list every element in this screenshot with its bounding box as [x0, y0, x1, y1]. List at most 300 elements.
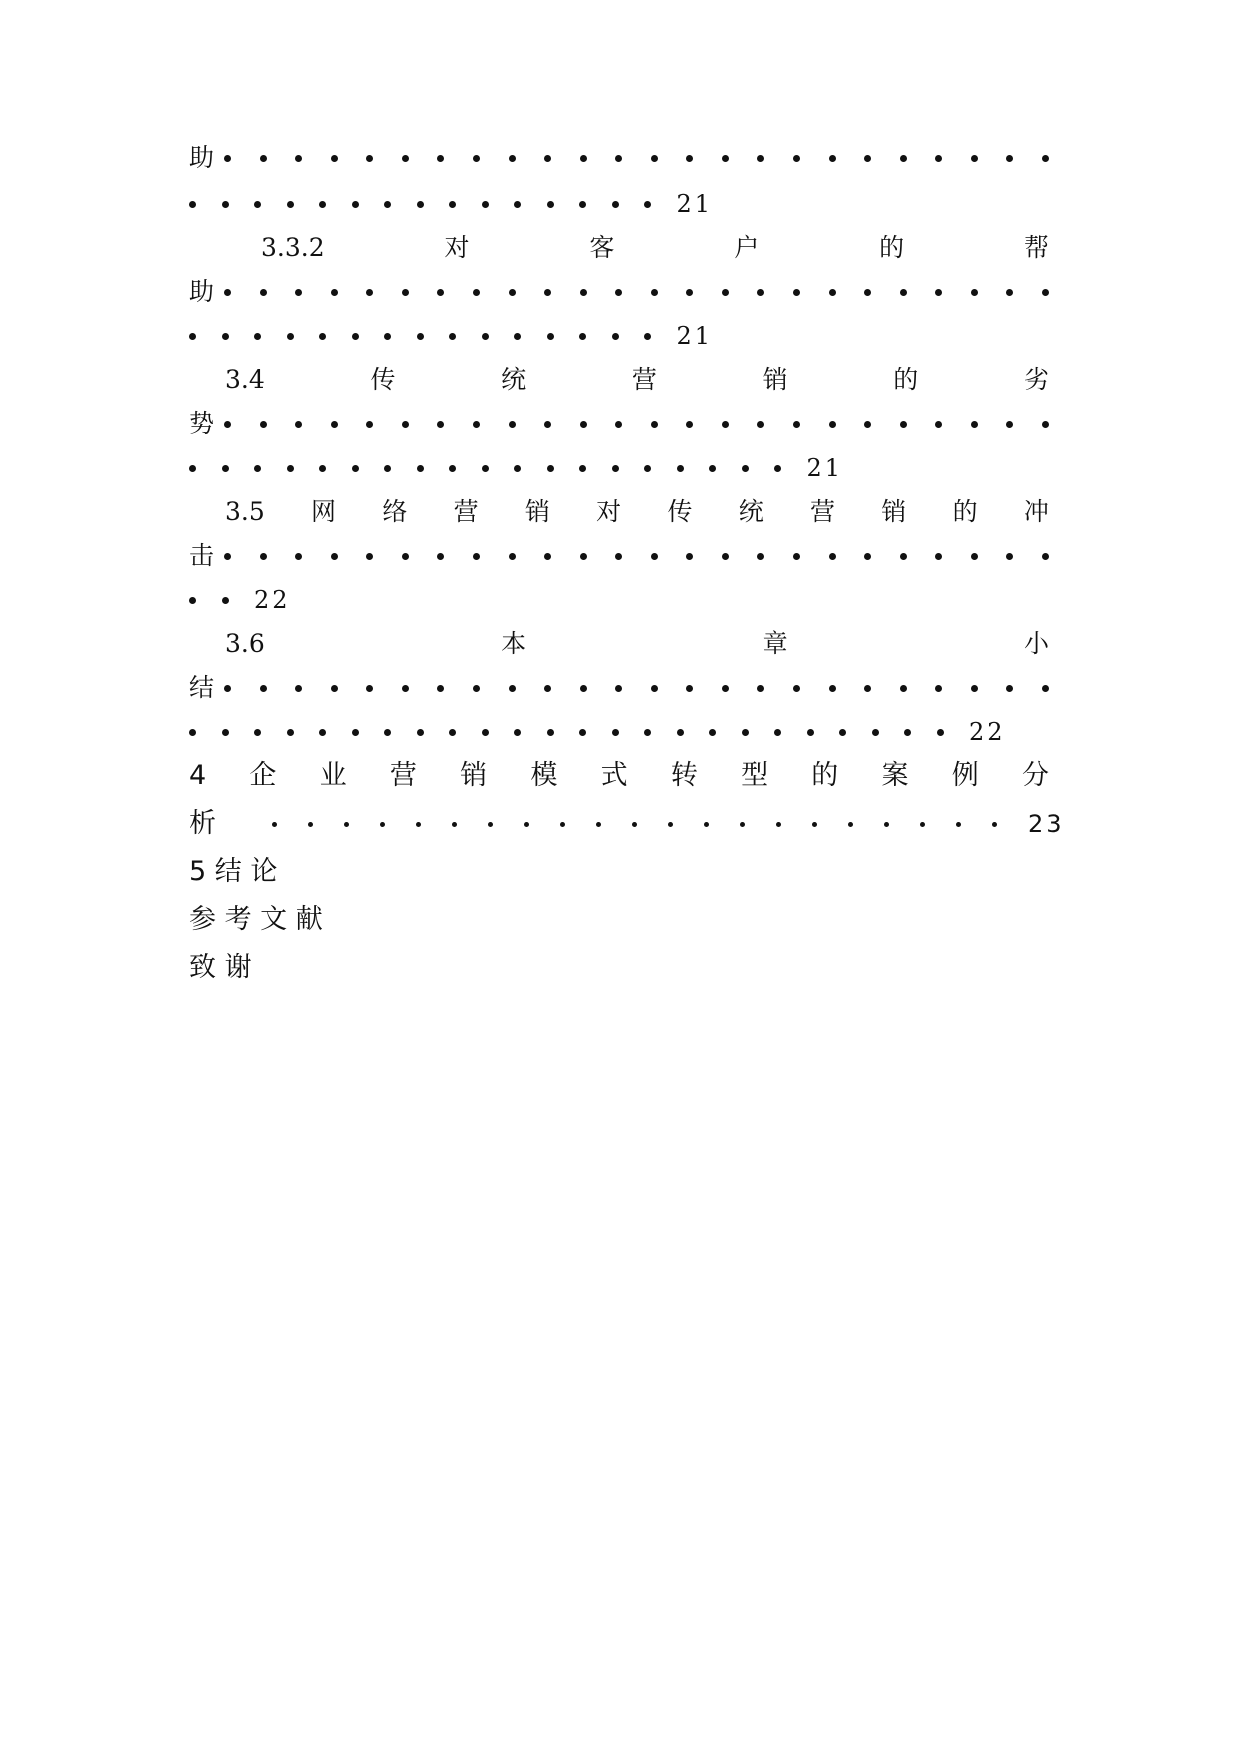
leader-dot — [287, 465, 294, 472]
leader-dot — [514, 465, 521, 472]
leader-dot — [740, 822, 745, 827]
leader-dot — [651, 553, 658, 560]
leader-dot — [1042, 685, 1049, 692]
leader-dot — [971, 289, 978, 296]
leader-dot — [189, 597, 196, 604]
toc-entry-332-number: 3.3.2 — [261, 233, 325, 262]
leader-dot — [935, 553, 942, 560]
leader-dot — [757, 421, 764, 428]
leader-dot — [935, 155, 942, 162]
leader-dot — [449, 333, 456, 340]
toc-entry-34-char: 劣 — [1023, 365, 1049, 394]
leader-dot — [547, 729, 554, 736]
toc-entry-36-page-line[interactable] — [189, 712, 1049, 752]
leader-dot — [384, 729, 391, 736]
leader-dot — [417, 333, 424, 340]
leader-dot — [547, 465, 554, 472]
dot-leader — [189, 184, 1049, 224]
leader-dot — [596, 822, 601, 827]
leader-dot — [473, 421, 480, 428]
toc-chapter-4-char: 案 — [881, 760, 909, 791]
leader-dot — [686, 685, 693, 692]
leader-dot — [644, 333, 651, 340]
leader-dot — [812, 822, 817, 827]
leader-dot — [1006, 421, 1013, 428]
toc-entry-35-char: 营 — [453, 497, 479, 526]
leader-dot — [331, 155, 338, 162]
leader-dot — [319, 465, 326, 472]
dot-leader — [189, 316, 1049, 356]
leader-dot — [579, 201, 586, 208]
leader-dot — [488, 822, 493, 827]
leader-dot — [402, 553, 409, 560]
leader-dot — [384, 201, 391, 208]
leader-dot — [793, 421, 800, 428]
leader-dot — [677, 729, 684, 736]
toc-entry-35-char: 络 — [382, 497, 408, 526]
leader-dot — [260, 421, 267, 428]
leader-dot — [632, 822, 637, 827]
dot-leader — [224, 553, 1049, 560]
leader-dot — [366, 421, 373, 428]
leader-dot — [380, 822, 385, 827]
toc-acknowledgements[interactable] — [189, 948, 1049, 988]
leader-dot — [222, 201, 229, 208]
leader-dot — [509, 685, 516, 692]
leader-dot — [612, 201, 619, 208]
leader-dot — [1042, 553, 1049, 560]
toc-entry-34-char: 统 — [501, 365, 527, 394]
leader-dot — [1006, 289, 1013, 296]
leader-dot — [920, 822, 925, 827]
leader-dot — [793, 155, 800, 162]
leader-dot — [224, 685, 231, 692]
toc-chapter-4-char: 营 — [389, 760, 417, 791]
leader-dot — [900, 289, 907, 296]
leader-dot — [722, 685, 729, 692]
leader-dot — [473, 685, 480, 692]
leader-dot — [222, 597, 229, 604]
toc-entry-331-tail: 助 — [189, 143, 215, 172]
leader-dot — [295, 155, 302, 162]
dot-leader — [224, 289, 1049, 296]
leader-dot — [900, 553, 907, 560]
toc-entry-34[interactable] — [189, 360, 1049, 400]
leader-dot — [319, 201, 326, 208]
toc-page-number: 21 — [676, 322, 714, 350]
toc-entry-35-char: 对 — [596, 497, 622, 526]
leader-dot — [1042, 421, 1049, 428]
toc-entry-35-char: 冲 — [1023, 497, 1049, 526]
toc-page-number: 21 — [806, 454, 844, 482]
leader-dot — [189, 465, 196, 472]
toc-entry-35-char: 网 — [311, 497, 337, 526]
leader-dot — [509, 553, 516, 560]
toc-page-number: 23 — [1028, 810, 1065, 838]
leader-dot — [509, 421, 516, 428]
leader-dot — [295, 685, 302, 692]
leader-dot — [829, 155, 836, 162]
leader-dot — [971, 421, 978, 428]
leader-dot — [352, 201, 359, 208]
leader-dot — [1006, 553, 1013, 560]
leader-dot — [686, 553, 693, 560]
leader-dot — [793, 289, 800, 296]
leader-dot — [417, 465, 424, 472]
leader-dot — [344, 822, 349, 827]
leader-dot — [514, 333, 521, 340]
leader-dot — [384, 465, 391, 472]
leader-dot — [829, 685, 836, 692]
toc-entry-35-tail: 击 — [189, 541, 215, 570]
toc-entry-36-char: 本 — [501, 629, 527, 658]
toc-entry-36-leader[interactable] — [189, 668, 1049, 708]
leader-dot — [254, 729, 261, 736]
leader-dot — [935, 421, 942, 428]
toc-entry-332-char: 的 — [879, 233, 905, 262]
leader-dot — [757, 553, 764, 560]
leader-dot — [366, 155, 373, 162]
leader-dot — [384, 333, 391, 340]
leader-dot — [352, 333, 359, 340]
dot-leader — [224, 421, 1049, 428]
leader-dot — [829, 421, 836, 428]
dot-leader — [189, 580, 1049, 620]
toc-entry-35-number: 3.5 — [225, 497, 265, 526]
leader-dot — [544, 553, 551, 560]
leader-dot — [560, 822, 565, 827]
toc-entry-36-tail: 结 — [189, 673, 215, 702]
leader-dot — [514, 201, 521, 208]
toc-entry-36-char: 小 — [1023, 629, 1049, 658]
toc-chapter-4[interactable] — [189, 756, 1049, 796]
leader-dot — [742, 729, 749, 736]
leader-dot — [544, 685, 551, 692]
leader-dot — [222, 333, 229, 340]
toc-entry-35-leader[interactable] — [189, 536, 1049, 576]
toc-page-number: 22 — [254, 586, 291, 614]
leader-dot — [722, 553, 729, 560]
dot-leader — [272, 804, 1065, 844]
leader-dot — [757, 685, 764, 692]
leader-dot — [473, 289, 480, 296]
leader-dot — [904, 729, 911, 736]
leader-dot — [722, 421, 729, 428]
leader-dot — [189, 729, 196, 736]
leader-dot — [864, 155, 871, 162]
leader-dot — [1042, 155, 1049, 162]
toc-chapter-5-label: 5 结 论 — [189, 856, 278, 887]
toc-entry-332-leader[interactable] — [189, 272, 1049, 312]
leader-dot — [224, 289, 231, 296]
leader-dot — [331, 421, 338, 428]
leader-dot — [437, 553, 444, 560]
leader-dot — [971, 685, 978, 692]
toc-chapter-4-char: 销 — [460, 760, 488, 791]
leader-dot — [260, 553, 267, 560]
toc-chapter-4-char: 的 — [811, 760, 839, 791]
toc-entry-35-page-line[interactable] — [189, 580, 1049, 620]
leader-dot — [579, 729, 586, 736]
dot-leader — [224, 155, 1049, 162]
leader-dot — [402, 685, 409, 692]
leader-dot — [437, 685, 444, 692]
toc-page-number: 22 — [969, 718, 1006, 746]
toc-entry-332[interactable] — [189, 228, 1049, 268]
leader-dot — [615, 155, 622, 162]
leader-dot — [900, 421, 907, 428]
leader-dot — [992, 822, 997, 827]
toc-chapter-4-leader[interactable] — [189, 804, 1065, 844]
leader-dot — [260, 685, 267, 692]
leader-dot — [722, 289, 729, 296]
leader-dot — [509, 155, 516, 162]
leader-dot — [971, 553, 978, 560]
toc-chapter-4-char: 例 — [951, 760, 979, 791]
toc-entry-34-number: 3.4 — [225, 365, 265, 394]
toc-entry-34-char: 的 — [893, 365, 919, 394]
leader-dot — [402, 421, 409, 428]
leader-dot — [547, 201, 554, 208]
leader-dot — [416, 822, 421, 827]
leader-dot — [686, 421, 693, 428]
leader-dot — [864, 685, 871, 692]
leader-dot — [449, 201, 456, 208]
leader-dot — [615, 553, 622, 560]
leader-dot — [189, 201, 196, 208]
toc-entry-332-char: 客 — [589, 233, 615, 262]
leader-dot — [287, 333, 294, 340]
leader-dot — [331, 553, 338, 560]
leader-dot — [579, 465, 586, 472]
leader-dot — [524, 822, 529, 827]
leader-dot — [935, 685, 942, 692]
leader-dot — [580, 155, 587, 162]
leader-dot — [482, 729, 489, 736]
leader-dot — [189, 333, 196, 340]
leader-dot — [417, 729, 424, 736]
leader-dot — [900, 685, 907, 692]
leader-dot — [402, 155, 409, 162]
leader-dot — [272, 822, 277, 827]
leader-dot — [352, 465, 359, 472]
leader-dot — [437, 155, 444, 162]
toc-page-number: 21 — [676, 190, 714, 218]
leader-dot — [449, 729, 456, 736]
leader-dot — [352, 729, 359, 736]
toc-entry-332-char: 帮 — [1023, 233, 1049, 262]
leader-dot — [686, 289, 693, 296]
leader-dot — [935, 289, 942, 296]
toc-entry-35-char: 销 — [881, 497, 907, 526]
leader-dot — [651, 289, 658, 296]
leader-dot — [612, 729, 619, 736]
dot-leader — [189, 712, 1049, 752]
toc-entry-34-leader[interactable] — [189, 404, 1049, 444]
leader-dot — [839, 729, 846, 736]
leader-dot — [366, 685, 373, 692]
toc-entry-34-char: 营 — [631, 365, 657, 394]
leader-dot — [615, 685, 622, 692]
toc-entry-332-char: 对 — [444, 233, 470, 262]
leader-dot — [544, 155, 551, 162]
toc-chapter-4-char: 企 — [249, 760, 277, 791]
leader-dot — [254, 201, 261, 208]
leader-dot — [774, 465, 781, 472]
leader-dot — [612, 465, 619, 472]
leader-dot — [260, 289, 267, 296]
leader-dot — [829, 553, 836, 560]
leader-dot — [677, 465, 684, 472]
leader-dot — [644, 201, 651, 208]
leader-dot — [579, 333, 586, 340]
leader-dot — [331, 289, 338, 296]
toc-chapter-4-number: 4 — [189, 760, 207, 791]
leader-dot — [644, 729, 651, 736]
leader-dot — [1006, 685, 1013, 692]
leader-dot — [331, 685, 338, 692]
toc-entry-332-page-line[interactable] — [189, 316, 1049, 356]
leader-dot — [884, 822, 889, 827]
leader-dot — [580, 553, 587, 560]
leader-dot — [222, 729, 229, 736]
leader-dot — [971, 155, 978, 162]
leader-dot — [254, 465, 261, 472]
leader-dot — [651, 685, 658, 692]
leader-dot — [956, 822, 961, 827]
leader-dot — [651, 155, 658, 162]
leader-dot — [287, 729, 294, 736]
toc-chapter-4-char: 业 — [319, 760, 347, 791]
leader-dot — [224, 155, 231, 162]
leader-dot — [757, 155, 764, 162]
leader-dot — [473, 553, 480, 560]
toc-chapter-4-char: 模 — [530, 760, 558, 791]
leader-dot — [864, 289, 871, 296]
leader-dot — [1042, 289, 1049, 296]
toc-entry-36-char: 章 — [762, 629, 788, 658]
toc-entry-35-char: 统 — [738, 497, 764, 526]
toc-chapter-4-char: 分 — [1022, 760, 1049, 791]
toc-references-label: 参 考 文 献 — [189, 904, 323, 935]
leader-dot — [260, 155, 267, 162]
leader-dot — [793, 685, 800, 692]
leader-dot — [615, 289, 622, 296]
leader-dot — [580, 685, 587, 692]
toc-entry-36[interactable] — [189, 624, 1049, 664]
toc-entry-34-tail: 势 — [189, 409, 215, 438]
leader-dot — [473, 155, 480, 162]
leader-dot — [615, 421, 622, 428]
leader-dot — [807, 729, 814, 736]
leader-dot — [287, 201, 294, 208]
leader-dot — [319, 729, 326, 736]
dot-leader — [224, 685, 1049, 692]
leader-dot — [742, 465, 749, 472]
leader-dot — [224, 421, 231, 428]
leader-dot — [580, 289, 587, 296]
leader-dot — [1006, 155, 1013, 162]
leader-dot — [295, 421, 302, 428]
toc-entry-35-char: 传 — [667, 497, 693, 526]
leader-dot — [222, 465, 229, 472]
leader-dot — [937, 729, 944, 736]
leader-dot — [437, 289, 444, 296]
leader-dot — [417, 201, 424, 208]
toc-entry-332-tail: 助 — [189, 277, 215, 306]
toc-entry-331-page-line[interactable] — [189, 184, 1049, 224]
toc-entry-331-leader[interactable] — [189, 138, 1049, 178]
toc-references[interactable] — [189, 900, 1049, 940]
leader-dot — [544, 289, 551, 296]
leader-dot — [722, 155, 729, 162]
leader-dot — [709, 729, 716, 736]
leader-dot — [864, 421, 871, 428]
leader-dot — [704, 822, 709, 827]
leader-dot — [668, 822, 673, 827]
toc-entry-35[interactable] — [189, 492, 1049, 532]
leader-dot — [402, 289, 409, 296]
leader-dot — [254, 333, 261, 340]
leader-dot — [509, 289, 516, 296]
toc-chapter-4-tail: 析 — [189, 808, 216, 839]
leader-dot — [580, 421, 587, 428]
leader-dot — [547, 333, 554, 340]
leader-dot — [793, 553, 800, 560]
leader-dot — [900, 155, 907, 162]
leader-dot — [848, 822, 853, 827]
leader-dot — [452, 822, 457, 827]
leader-dot — [544, 421, 551, 428]
leader-dot — [482, 465, 489, 472]
leader-dot — [319, 333, 326, 340]
toc-entry-332-char: 户 — [734, 233, 760, 262]
leader-dot — [864, 553, 871, 560]
leader-dot — [366, 553, 373, 560]
leader-dot — [776, 822, 781, 827]
leader-dot — [829, 289, 836, 296]
toc-entry-34-char: 传 — [370, 365, 396, 394]
toc-entry-34-char: 销 — [762, 365, 788, 394]
toc-entry-34-page-line[interactable] — [189, 448, 1049, 488]
leader-dot — [308, 822, 313, 827]
leader-dot — [709, 465, 716, 472]
toc-entry-36-number: 3.6 — [225, 629, 265, 658]
leader-dot — [651, 421, 658, 428]
leader-dot — [774, 729, 781, 736]
leader-dot — [224, 553, 231, 560]
toc-entry-35-char: 销 — [524, 497, 550, 526]
toc-chapter-4-char: 式 — [600, 760, 628, 791]
leader-dot — [295, 553, 302, 560]
leader-dot — [757, 289, 764, 296]
toc-acknowledgements-label: 致 谢 — [189, 952, 252, 983]
leader-dot — [872, 729, 879, 736]
toc-chapter-4-char: 型 — [741, 760, 769, 791]
leader-dot — [482, 201, 489, 208]
leader-dot — [612, 333, 619, 340]
leader-dot — [514, 729, 521, 736]
toc-chapter-4-char: 转 — [670, 760, 698, 791]
toc-entry-35-char: 的 — [952, 497, 978, 526]
leader-dot — [449, 465, 456, 472]
leader-dot — [366, 289, 373, 296]
dot-leader — [189, 448, 1049, 488]
toc-chapter-5[interactable] — [189, 852, 1049, 892]
leader-dot — [295, 289, 302, 296]
leader-dot — [644, 465, 651, 472]
leader-dot — [437, 421, 444, 428]
